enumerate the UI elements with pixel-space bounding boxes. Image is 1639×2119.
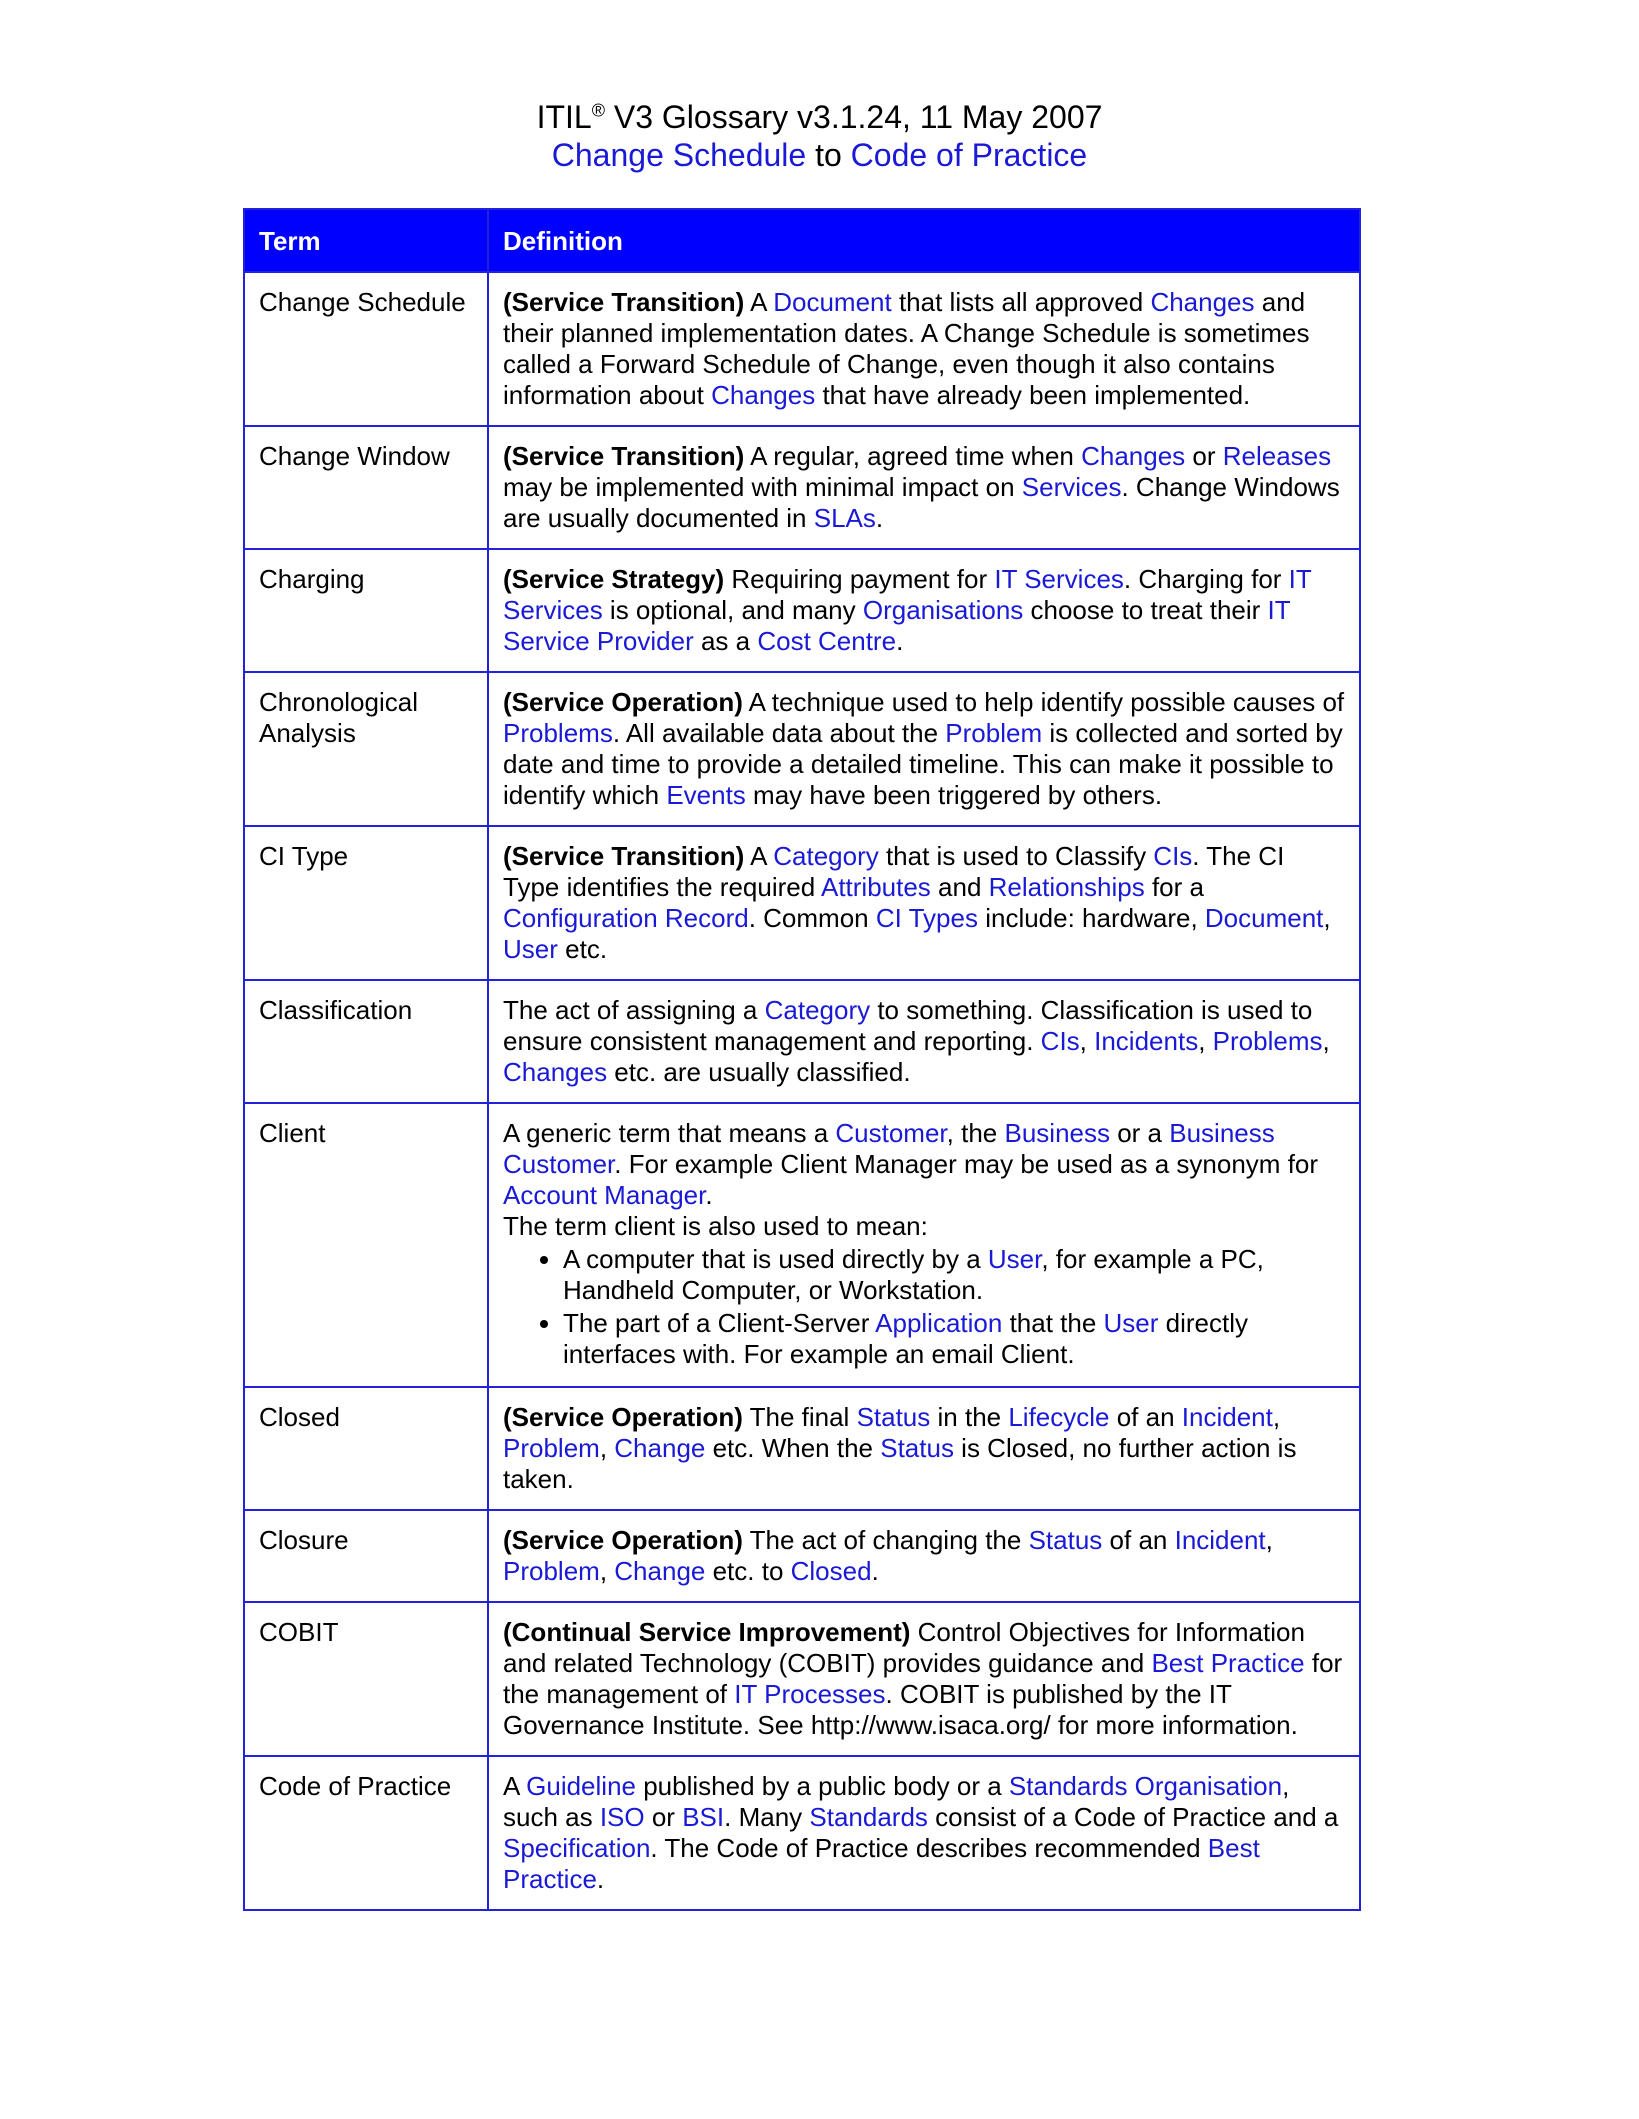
definition-text: . For example Client Manager may be used as a synonym for [614,1149,1319,1179]
definition-paragraph [503,1525,1345,1587]
definition-text: , [1323,903,1331,933]
book-reference: (Service Strategy) [503,564,725,594]
glossary-link[interactable]: Problem [503,1556,600,1586]
definition-text: choose to treat their [1023,595,1268,625]
definition-text: etc. to [705,1556,791,1586]
column-header-term: Term [244,209,488,272]
definition-text: or a [1109,1118,1170,1148]
table-row [244,980,1360,1103]
definition-text: A technique used to help identify possible causes of [742,687,1345,717]
definition-text: , [599,1433,615,1463]
glossary-link[interactable]: ISO [599,1802,645,1832]
list-item [563,1308,1345,1370]
glossary-link[interactable]: Best Practice [503,1833,1260,1894]
term-cell: Code of Practice [244,1756,488,1910]
glossary-link[interactable]: Events [666,780,746,810]
table-row [244,1602,1360,1756]
definition-text: . The CI Type identifies the required [503,841,1285,902]
table-row [244,549,1360,672]
definition-text: The act of changing the [742,1525,1029,1555]
glossary-link[interactable]: Change [614,1556,706,1586]
glossary-link[interactable]: User [503,934,558,964]
document-header [0,98,1639,174]
definition-text: in the [930,1402,1009,1432]
definition-text: , the [946,1118,1005,1148]
registered-mark: ® [591,100,605,121]
book-reference: (Continual Service Improvement) [503,1617,911,1647]
glossary-link[interactable]: Application [875,1308,1003,1338]
glossary-link[interactable]: Standards [809,1802,928,1832]
glossary-body [244,272,1360,1910]
glossary-link[interactable]: Incident [1174,1525,1266,1555]
definition-cell [488,426,1360,549]
definition-text: A [503,1771,527,1801]
glossary-link[interactable]: Category [773,841,879,871]
table-row [244,426,1360,549]
glossary-link[interactable]: CIs [1153,841,1193,871]
glossary-link[interactable]: CI Types [875,903,978,933]
definition-bullet-list [503,1244,1345,1370]
glossary-link[interactable]: Standards Organisation [1008,1771,1283,1801]
definition-text: may have been triggered by others. [745,780,1163,810]
definition-text: . [871,1556,879,1586]
glossary-link[interactable]: Best Practice [1151,1648,1305,1678]
definition-text: A regular, agreed time when [744,441,1082,471]
definition-text: A computer that is used directly by a [563,1244,988,1274]
glossary-link[interactable]: Organisations [862,595,1024,625]
definition-text: , [1265,1525,1273,1555]
glossary-link[interactable]: IT Processes [734,1679,886,1709]
term-cell: Charging [244,549,488,672]
glossary-link[interactable]: Specification [503,1833,651,1863]
document-title [0,98,1639,136]
book-reference: (Service Transition) [503,287,745,317]
glossary-link[interactable]: Releases [1222,441,1332,471]
definition-cell [488,1756,1360,1910]
column-header-definition: Definition [488,209,1360,272]
glossary-link[interactable]: Closed [790,1556,872,1586]
glossary-link[interactable]: Changes [711,380,816,410]
definition-text: that have already been implemented. [815,380,1251,410]
title-rest: V3 Glossary v3.1.24, 11 May 2007 [604,99,1103,135]
definition-text: that is used to Classify [878,841,1154,871]
definition-text: The act of assigning a [503,995,765,1025]
definition-text: , [1322,1026,1330,1056]
definition-cell [488,549,1360,672]
title-prefix: ITIL [536,99,592,135]
definition-cell [488,272,1360,426]
glossary-link[interactable]: Change [614,1433,706,1463]
definition-text: , [599,1556,615,1586]
definition-text: directly interfaces with. For example an email Client. [563,1308,1249,1369]
glossary-link[interactable]: Incidents [1094,1026,1199,1056]
glossary-link[interactable]: Problems [1212,1026,1323,1056]
definition-text: , [1079,1026,1095,1056]
glossary-link[interactable]: Status [856,1402,931,1432]
definition-text: A [744,841,774,871]
definition-text: etc. When the [705,1433,881,1463]
definition-cell [488,980,1360,1103]
glossary-link[interactable]: Business [1004,1118,1110,1148]
glossary-link[interactable]: Incident [1181,1402,1273,1432]
definition-text: , such as [503,1771,1290,1832]
definition-text: A generic term that means a [503,1118,836,1148]
glossary-link[interactable]: IT Service Provider [503,595,1291,656]
definition-text: etc. are usually classified. [607,1057,911,1087]
definition-text: or [644,1802,683,1832]
table-row [244,672,1360,826]
book-reference: (Service Transition) [503,841,745,871]
subtitle-connector: to [806,137,851,173]
definition-text: . COBIT is published by the IT Governance Institute. See http://www.isaca.org/ for more information. [503,1679,1298,1740]
definition-text: . [596,1864,605,1894]
definition-text: for the management of [503,1648,1343,1709]
definition-cell [488,826,1360,980]
definition-text: Requiring payment for [724,564,995,594]
definition-paragraph [503,1118,1345,1211]
glossary-link[interactable]: BSI [682,1802,725,1832]
subtitle-to-link[interactable]: Code of Practice [850,137,1088,173]
glossary-link[interactable]: Cost Centre [757,626,897,656]
definition-text: as a [693,626,758,656]
definition-text: may be implemented with minimal impact on [503,472,1022,502]
definition-text: . All available data about the [612,718,946,748]
definition-paragraph [503,1617,1345,1741]
definition-text: Control Objectives for Information and related Technology (COBIT) provides guidance and [503,1617,1305,1678]
definition-cell [488,1510,1360,1602]
glossary-link[interactable]: Guideline [526,1771,636,1801]
definition-paragraph [503,441,1345,534]
definition-paragraph [503,995,1345,1088]
definition-text: of an [1102,1525,1175,1555]
definition-text: is collected and sorted by date and time to provide a detailed timeline. This can make it possible to identify which [503,718,1343,810]
definition-text: and [930,872,989,902]
definition-text: or [1185,441,1223,471]
definition-text: include: hardware, [977,903,1205,933]
document-subtitle [0,136,1639,174]
table-row [244,1510,1360,1602]
definition-text: that the [1002,1308,1104,1338]
table-row [244,1756,1360,1910]
definition-extra: The term client is also used to mean: [503,1211,928,1241]
definition-text: for a [1144,872,1204,902]
glossary-link[interactable]: Document [773,287,892,317]
list-item [563,1244,1345,1306]
definition-paragraph [503,564,1345,657]
table-row [244,1103,1360,1387]
definition-text: , [1272,1402,1281,1432]
glossary-link[interactable]: Lifecycle [1008,1402,1110,1432]
glossary-link[interactable]: User [987,1244,1042,1274]
term-cell: COBIT [244,1602,488,1756]
definition-text: , for example a PC, Handheld Computer, or Workstation. [563,1244,1264,1305]
book-reference: (Service Operation) [503,1402,743,1432]
definition-text: . The Code of Practice describes recommended [650,1833,1208,1863]
term-cell: Chronological Analysis [244,672,488,826]
definition-text: . Change Windows are usually documented in [503,472,1340,533]
glossary-link[interactable]: Document [1204,903,1324,933]
book-reference: (Service Operation) [503,1525,743,1555]
definition-text: . [875,503,884,533]
term-cell: Classification [244,980,488,1103]
definition-text: The final [742,1402,857,1432]
definition-text: , [1198,1026,1213,1056]
definition-paragraph [503,1402,1345,1495]
glossary-link[interactable]: Customer [835,1118,947,1148]
definition-paragraph [503,841,1345,965]
definition-text: published by a public body or a [636,1771,1009,1801]
definition-text: is Closed, no further action is taken. [503,1433,1297,1494]
definition-text: The part of a Client-Server [563,1308,876,1338]
term-cell: CI Type [244,826,488,980]
glossary-link[interactable]: Problem [945,718,1043,748]
definition-text: of an [1109,1402,1182,1432]
book-reference: (Service Operation) [503,687,743,717]
term-cell: Closure [244,1510,488,1602]
glossary-link[interactable]: User [1103,1308,1159,1338]
definition-text: . Common [748,903,876,933]
term-cell: Change Schedule [244,272,488,426]
table-row [244,1387,1360,1510]
glossary-link[interactable]: Relationships [988,872,1145,902]
definition-cell [488,1103,1360,1387]
glossary-link[interactable]: Changes [1081,441,1186,471]
glossary-link[interactable]: SLAs [813,503,876,533]
glossary-link[interactable]: IT Services [503,564,1312,625]
definition-paragraph [503,1771,1345,1895]
definition-cell [488,672,1360,826]
glossary-link[interactable]: Changes [1150,287,1255,317]
subtitle-from-link[interactable]: Change Schedule [551,137,807,173]
definition-text: that lists all approved [891,287,1151,317]
term-cell: Change Window [244,426,488,549]
definition-paragraph [503,287,1345,411]
glossary-link[interactable]: IT Services [994,564,1124,594]
glossary-link[interactable]: Status [880,1433,954,1463]
term-cell: Client [244,1103,488,1387]
definition-text: and their planned implementation dates. A Change Schedule is sometimes called a Forward Schedule of Change, even though it also contains information about [503,287,1310,410]
glossary-link[interactable]: Status [1028,1525,1103,1555]
definition-text: to something. Classification is used to ensure consistent management and reporting. [503,995,1313,1056]
glossary-link[interactable]: Attributes [820,872,931,902]
glossary-link[interactable]: Account Manager [503,1180,706,1210]
glossary-link[interactable]: Services [1021,472,1122,502]
definition-cell [488,1602,1360,1756]
definition-text: is optional, and many [602,595,863,625]
glossary-link[interactable]: Problems [503,718,613,748]
term-cell: Closed [244,1387,488,1510]
table-row [244,272,1360,426]
definition-text: . [705,1180,713,1210]
definition-text: consist of a Code of Practice and a [927,1802,1339,1832]
glossary-link[interactable]: Problem [503,1433,600,1463]
glossary-link[interactable]: Changes [503,1057,608,1087]
glossary-link[interactable]: Configuration Record [503,903,749,933]
book-reference: (Service Transition) [503,441,745,471]
glossary-link[interactable]: CIs [1040,1026,1080,1056]
definition-text: . Charging for [1123,564,1289,594]
definition-paragraph [503,687,1345,811]
definition-text: . [896,626,904,656]
definition-text: . Many [724,1802,810,1832]
table-row [244,826,1360,980]
definition-text: etc. [557,934,608,964]
glossary-table [243,208,1361,1911]
glossary-link[interactable]: Category [764,995,871,1025]
definition-cell [488,1387,1360,1510]
table-header-row [244,209,1360,272]
definition-text: A [744,287,774,317]
glossary-link[interactable]: Business Customer [503,1118,1275,1179]
